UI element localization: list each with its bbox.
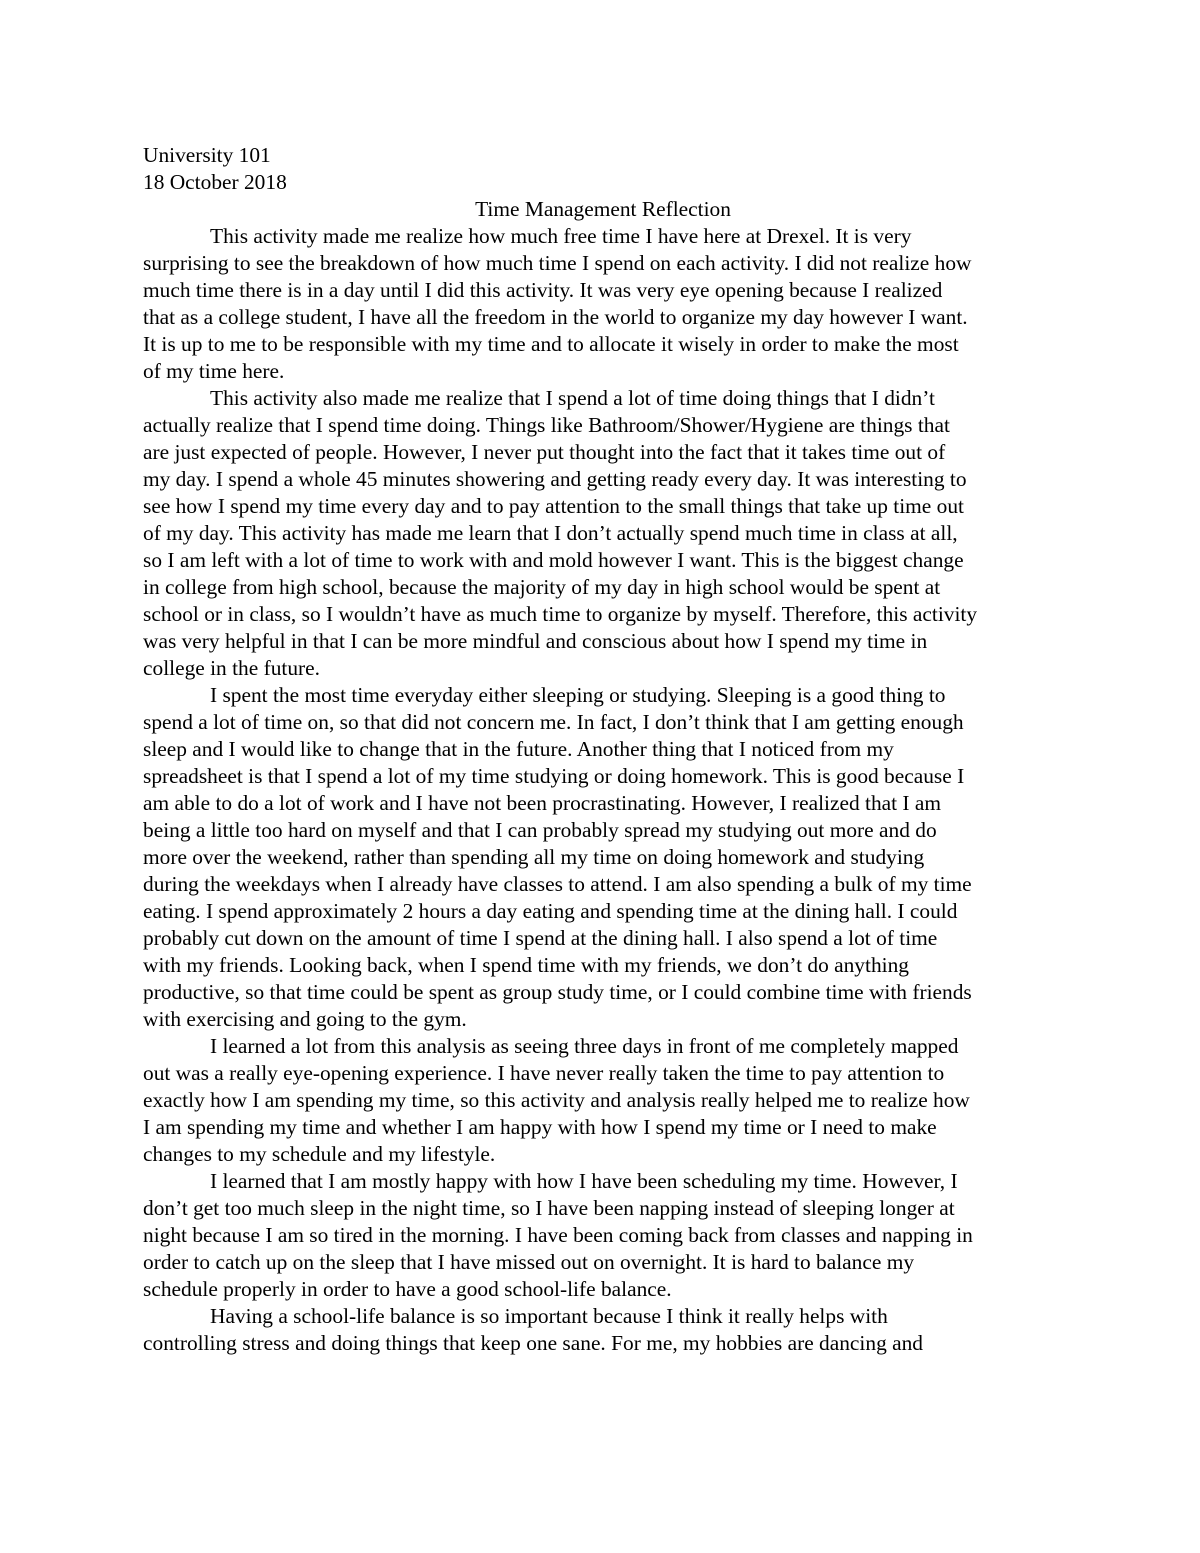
paragraph-line: probably cut down on the amount of time I spend at the dining hall. I also spend a lot of time [143,926,938,950]
paragraph-line: controlling stress and doing things that keep one sane. For me, my hobbies are dancing and [143,1331,923,1355]
paragraph-line: with my friends. Looking back, when I spend time with my friends, we don’t do anything [143,953,909,977]
paragraph-line: during the weekdays when I already have classes to attend. I am also spending a bulk of my time [143,872,972,896]
paragraph-line: exactly how I am spending my time, so this activity and analysis really helped me to realize how [143,1088,970,1112]
paragraph-1 [143,223,1063,385]
paragraph-line: so I am left with a lot of time to work with and mold however I want. This is the biggest change [143,548,964,572]
document-body [143,142,1063,1357]
paragraph-line: sleep and I would like to change that in the future. Another thing that I noticed from my [143,737,894,761]
paragraph-line: college in the future. [143,656,320,680]
paragraph-line: see how I spend my time every day and to pay attention to the small things that take up time out [143,494,964,518]
paragraph-6 [143,1303,1063,1357]
paragraph-5 [143,1168,1063,1303]
paragraph-line: more over the weekend, rather than spending all my time on doing homework and studying [143,845,925,869]
paragraph-line: night because I am so tired in the morning. I have been coming back from classes and napping in [143,1223,973,1247]
paragraph-line: schedule properly in order to have a good school-life balance. [143,1277,672,1301]
paragraph-line: don’t get too much sleep in the night time, so I have been napping instead of sleeping longer at [143,1196,955,1220]
document-date: 18 October 2018 [143,170,287,194]
paragraph-line: spreadsheet is that I spend a lot of my time studying or doing homework. This is good because I [143,764,965,788]
paragraph-2 [143,385,1063,682]
paragraph-line: in college from high school, because the majority of my day in high school would be spent at [143,575,941,599]
paragraph-line: of my time here. [143,359,285,383]
paragraphs-container [143,223,1063,1357]
paragraph-line: my day. I spend a whole 45 minutes showering and getting ready every day. It was interesting to [143,467,967,491]
paragraph-line: eating. I spend approximately 2 hours a day eating and spending time at the dining hall. I could [143,899,958,923]
paragraph-line: that as a college student, I have all the freedom in the world to organize my day however I want. [143,305,968,329]
paragraph-line: spend a lot of time on, so that did not concern me. In fact, I don’t think that I am getting enough [143,710,964,734]
paragraph-line: This activity made me realize how much free time I have here at Drexel. It is very [210,224,912,248]
paragraph-line: I learned that I am mostly happy with how I have been scheduling my time. However, I [210,1169,958,1193]
paragraph-line: I am spending my time and whether I am happy with how I spend my time or I need to make [143,1115,937,1139]
paragraph-line: productive, so that time could be spent as group study time, or I could combine time with friends [143,980,972,1004]
paragraph-line: I spent the most time everyday either sleeping or studying. Sleeping is a good thing to [210,683,946,707]
paragraph-line: surprising to see the breakdown of how much time I spend on each activity. I did not realize how [143,251,972,275]
paragraph-line: out was a really eye-opening experience. I have never really taken the time to pay attention to [143,1061,945,1085]
paragraph-line: actually realize that I spend time doing. Things like Bathroom/Shower/Hygiene are things that [143,413,950,437]
paragraph-line: changes to my schedule and my lifestyle. [143,1142,496,1166]
paragraph-line: much time there is in a day until I did this activity. It was very eye opening because I realized [143,278,943,302]
paragraph-line: It is up to me to be responsible with my time and to allocate it wisely in order to make the most [143,332,959,356]
course-name: University 101 [143,143,271,167]
paragraph-line: am able to do a lot of work and I have not been procrastinating. However, I realized that I am [143,791,942,815]
paragraph-line: are just expected of people. However, I never put thought into the fact that it takes time out of [143,440,946,464]
paragraph-line: was very helpful in that I can be more mindful and conscious about how I spend my time in [143,629,928,653]
paragraph-4 [143,1033,1063,1168]
paragraph-line: order to catch up on the sleep that I have missed out on overnight. It is hard to balance my [143,1250,915,1274]
paragraph-line: with exercising and going to the gym. [143,1007,467,1031]
paragraph-line: of my day. This activity has made me learn that I don’t actually spend much time in class at all, [143,521,958,545]
paragraph-line: This activity also made me realize that I spend a lot of time doing things that I didn’t [210,386,935,410]
paragraph-line: being a little too hard on myself and that I can probably spread my studying out more and do [143,818,937,842]
paragraph-3 [143,682,1063,1033]
paragraph-line: I learned a lot from this analysis as seeing three days in front of me completely mapped [210,1034,959,1058]
paragraph-line: school or in class, so I wouldn’t have as much time to organize by myself. Therefore, this activity [143,602,978,626]
document-title: Time Management Reflection [475,197,731,221]
paragraph-line: Having a school-life balance is so important because I think it really helps with [210,1304,888,1328]
